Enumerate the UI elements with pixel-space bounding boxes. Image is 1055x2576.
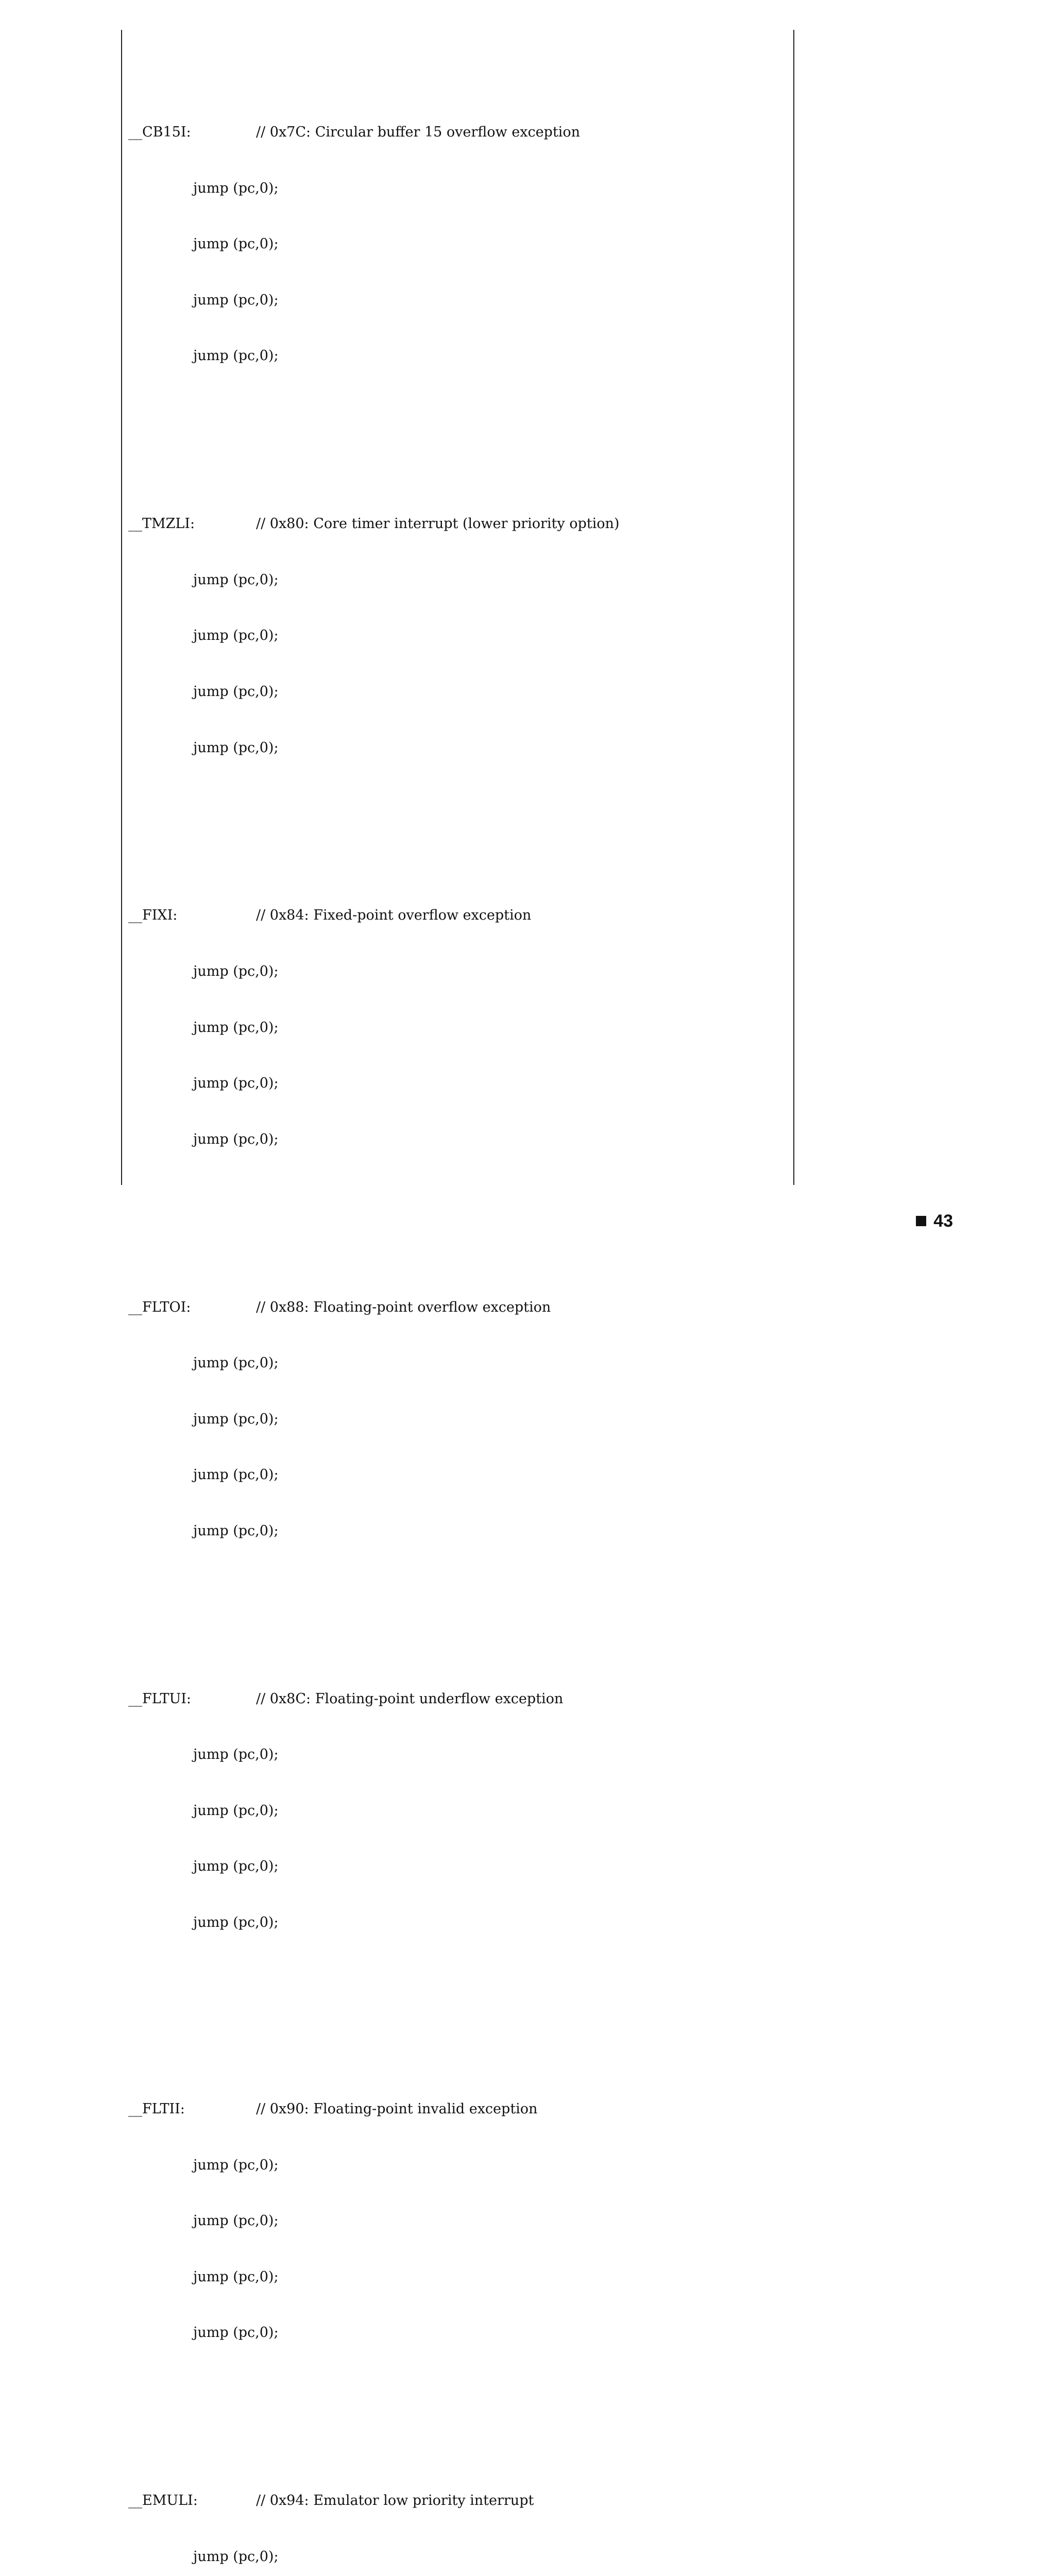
- instruction-line: jump (pc,0);: [193, 1355, 279, 1371]
- label-name: __FIXI:: [128, 907, 178, 924]
- instruction-line: jump (pc,0);: [193, 571, 279, 588]
- code-listing-frame: [121, 30, 794, 2565]
- label-name: __FLTII:: [128, 2101, 185, 2117]
- instruction-line: jump (pc,0);: [193, 2325, 279, 2341]
- instruction-line: jump (pc,0);: [193, 292, 279, 308]
- instruction-line: jump (pc,0);: [193, 348, 279, 364]
- label-line: [128, 515, 788, 533]
- black-square-icon: [916, 1216, 926, 1226]
- label-line: [128, 2100, 788, 2119]
- label-comment: // 0x80: Core timer interrupt (lower priority option): [256, 516, 620, 532]
- instruction-line: jump (pc,0);: [193, 2268, 279, 2285]
- instruction-line: jump (pc,0);: [193, 1858, 279, 1875]
- label-comment: // 0x94: Emulator low priority interrupt: [256, 2493, 534, 2509]
- code-section-cb15i: [128, 86, 788, 403]
- label-comment: // 0x8C: Floating-point underflow exception: [256, 1690, 564, 1707]
- page-footer: [916, 1211, 953, 1231]
- instruction-line: jump (pc,0);: [193, 236, 279, 252]
- label-comment: // 0x7C: Circular buffer 15 overflow exception: [256, 124, 580, 141]
- instruction-line: jump (pc,0);: [193, 963, 279, 979]
- instruction-line: jump (pc,0);: [193, 1019, 279, 1036]
- instruction-line: jump (pc,0);: [193, 180, 279, 196]
- instruction-line: jump (pc,0);: [193, 739, 279, 756]
- label-line: [128, 2492, 788, 2510]
- instruction-line: jump (pc,0);: [193, 1522, 279, 1539]
- label-name: __EMULI:: [128, 2493, 198, 2509]
- instruction-line: jump (pc,0);: [193, 1467, 279, 1483]
- instruction-line: jump (pc,0);: [193, 1411, 279, 1427]
- code-section-fixi: [128, 869, 788, 1186]
- label-comment: // 0x84: Fixed-point overflow exception: [256, 907, 532, 924]
- code-section-fltii: [128, 2063, 788, 2380]
- instruction-line: jump (pc,0);: [193, 1131, 279, 1147]
- instruction-line: jump (pc,0);: [193, 1914, 279, 1931]
- label-name: __FLTOI:: [128, 1299, 191, 1315]
- code-section-emuli: [128, 2454, 788, 2576]
- code-section-fltui: [128, 1652, 788, 1969]
- instruction-line: jump (pc,0);: [193, 683, 279, 700]
- label-line: [128, 906, 788, 925]
- label-comment: // 0x88: Floating-point overflow exception: [256, 1299, 551, 1315]
- page-number: 43: [933, 1211, 953, 1231]
- instruction-line: jump (pc,0);: [193, 628, 279, 644]
- code-section-tmzli: [128, 478, 788, 794]
- instruction-line: jump (pc,0);: [193, 1747, 279, 1763]
- instruction-line: jump (pc,0);: [193, 2213, 279, 2229]
- label-comment: // 0x90: Floating-point invalid exception: [256, 2101, 538, 2117]
- instruction-line: jump (pc,0);: [193, 2548, 279, 2565]
- code-listing: [128, 30, 788, 2576]
- instruction-line: jump (pc,0);: [193, 2157, 279, 2173]
- instruction-line: jump (pc,0);: [193, 1075, 279, 1092]
- code-section-fltoi: [128, 1261, 788, 1578]
- label-name: __FLTUI:: [128, 1690, 191, 1707]
- label-name: __TMZLI:: [128, 516, 195, 532]
- label-line: [128, 123, 788, 142]
- label-line: [128, 1690, 788, 1708]
- instruction-line: jump (pc,0);: [193, 1802, 279, 1819]
- label-name: __CB15I:: [128, 124, 191, 141]
- label-line: [128, 1298, 788, 1317]
